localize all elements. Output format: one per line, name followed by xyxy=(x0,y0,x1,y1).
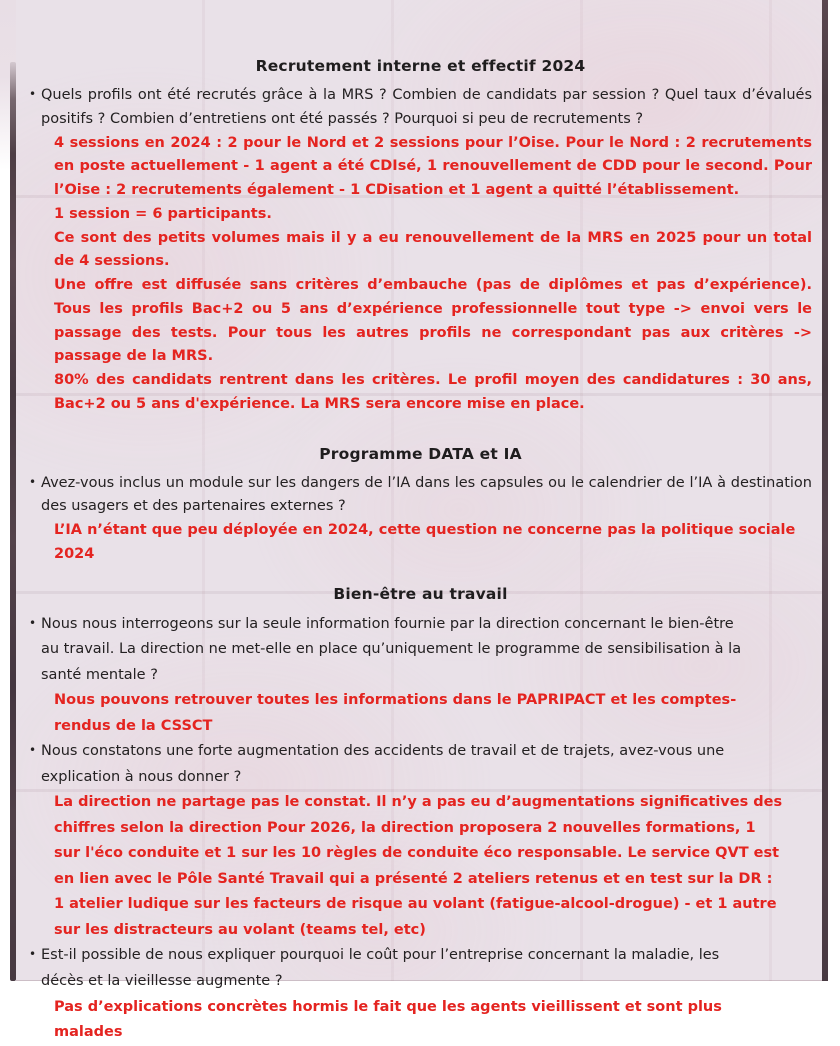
question-item xyxy=(29,612,744,689)
question-text: Est-il possible de nous expliquer pourquoi le coût pour l’entreprise concernant la maladie, les décès et la vieillesse augmente ? xyxy=(41,947,720,989)
question-text: Nous constatons une forte augmentation des accidents de travail et de trajets, avez-vous une explication à nous donner ? xyxy=(41,743,725,785)
section-recrutement xyxy=(29,57,812,417)
paper-edge-right xyxy=(821,0,828,981)
question-item xyxy=(29,472,812,520)
bullet-icon: • xyxy=(29,87,37,101)
question-item xyxy=(29,84,812,132)
answer-text: 80% des candidats rentrent dans les critères. Le profil moyen des candidatures : 30 ans, Bac+2 ou 5 ans d'expérience. La MRS sera encore mise en place. xyxy=(54,372,812,412)
question-item xyxy=(29,943,744,994)
document-page xyxy=(16,0,822,1041)
question-text: Avez-vous inclus un module sur les dangers de l’IA dans les capsules ou le calendrier de l’IA à destination des usagers et des partenaires externes ? xyxy=(41,474,812,515)
question-text: Quels profils ont été recrutés grâce à la MRS ? Combien de candidats par session ? Quel taux d’évalués positifs ? Combien d’entretiens ont été passés ? Pourquoi si peu de recrutements ? xyxy=(41,87,812,127)
answer-text: Pas d’explications concrètes hormis le fait que les agents vieillissent et sont plus malades xyxy=(54,998,722,1041)
question-text: Nous nous interrogeons sur la seule information fournie par la direction concernant le bien-être au travail. La direction ne met-elle en place qu’uniquement le programme de sensibilisation à la santé mentale ? xyxy=(41,615,742,683)
section-title: Recrutement interne et effectif 2024 xyxy=(255,57,586,75)
question-item xyxy=(29,739,744,790)
answer-text: 4 sessions en 2024 : 2 pour le Nord et 2 sessions pour l’Oise. Pour le Nord : 2 recrutements en poste actuellement - 1 agent a été CDIsé, 1 renouvellement de CDD pour le second. Pour l’Oise : 2 recrutements également - 1 CDisation et 1 agent a quitté l’établissement. xyxy=(54,134,812,199)
answer-text: Une offre est diffusée sans critères d’embauche (pas de diplômes et pas d’expérience). Tous les profils Bac+2 ou 5 ans d’expérience professionnelle tout type -> envoi vers le passage des tests. Pour tous les autres profils ne correspondant pas aux critères -> passage de la MRS. xyxy=(54,277,812,365)
answer-text: Ce sont des petits volumes mais il y a eu renouvellement de la MRS en 2025 pour un total de 4 sessions. xyxy=(54,229,812,270)
section-title: Programme DATA et IA xyxy=(319,444,522,463)
bullet-icon: • xyxy=(29,743,37,758)
bullet-icon: • xyxy=(29,947,37,962)
section-title: Bien-être au travail xyxy=(333,584,508,603)
answer-text: 1 session = 6 participants. xyxy=(54,205,272,222)
answer-text: L’IA n’étant que peu déployée en 2024, cette question ne concerne pas la politique sociale 2024 xyxy=(54,522,796,563)
bullet-icon: • xyxy=(29,615,37,630)
section-data-ia xyxy=(29,445,812,567)
answer-text: Nous pouvons retrouver toutes les informations dans le PAPRIPACT et les comptes-rendus de la CSSCT xyxy=(54,692,737,734)
answer-text: La direction ne partage pas le constat. Il n’y a pas eu d’augmentations significatives des chiffres selon la direction Pour 2026, la direction proposera 2 nouvelles formations, 1 sur l'éco conduite et 1 sur les 10 règles de conduite éco responsable. Le service QVT est en lien avec le Pôle Santé Travail qui a présenté 2 ateliers retenus et en test sur la DR : 1 atelier ludique sur les facteurs de risque au volant (fatigue-alcool-drogue) - et 1 autre sur les distracteurs au volant (teams tel, etc) xyxy=(54,794,783,938)
section-bien-etre xyxy=(29,585,812,1046)
bullet-icon: • xyxy=(29,474,37,489)
